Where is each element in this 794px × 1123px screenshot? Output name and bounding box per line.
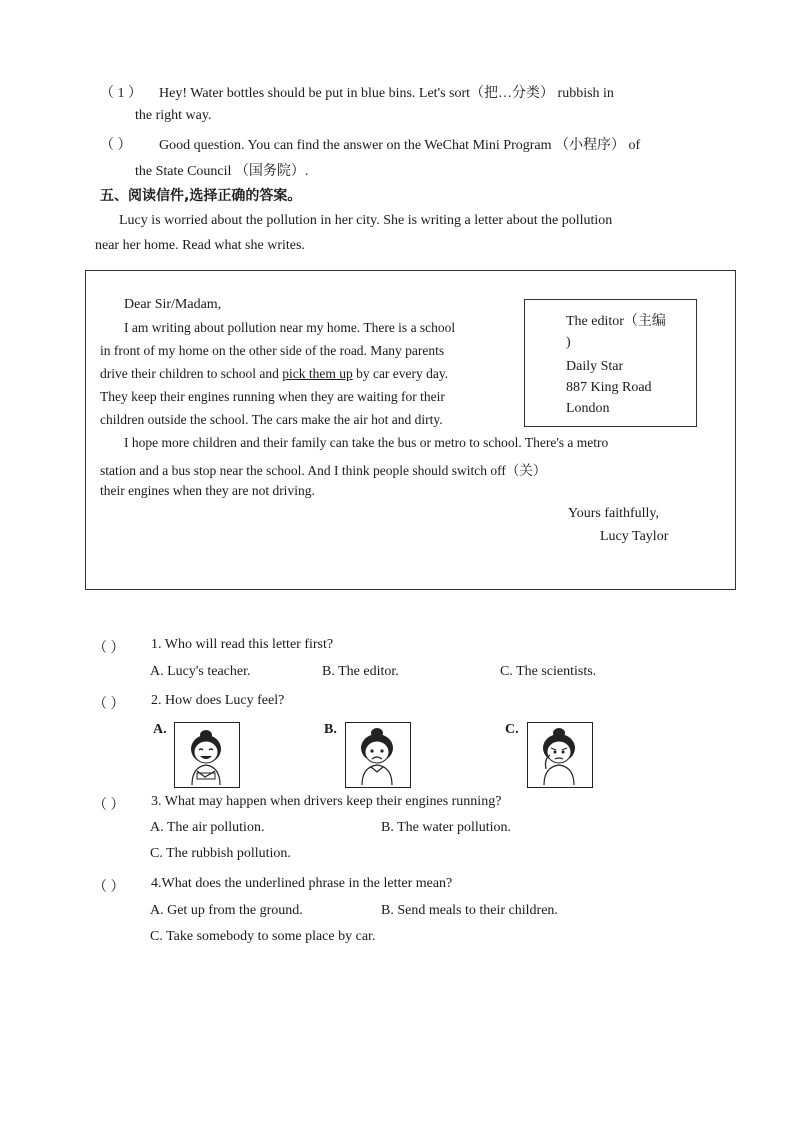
letter-p2-line2: station and a bus stop near the school. And I think people should switch off（关） [100, 463, 547, 478]
letter-p1-line2: in front of my home on the other side of the road. Many parents [100, 343, 445, 358]
q4-option-c[interactable]: C. Take somebody to some place by car. [150, 929, 376, 944]
dialogue-2-line2: the State Council （国务院）. [135, 164, 309, 179]
q3-option-a[interactable]: A. The air pollution. [150, 820, 265, 835]
q3-option-c[interactable]: C. The rubbish pollution. [150, 846, 291, 861]
q2-text: 2. How does Lucy feel? [151, 693, 285, 708]
letter-p1-line4: They keep their engines running when they are waiting for their [100, 389, 445, 404]
section-five-intro-line2: near her home. Read what she writes. [95, 238, 305, 253]
letter-p2-line1: I hope more children and their family can take the bus or metro to school. There's a metro [124, 435, 609, 450]
address-line2: ) [566, 335, 571, 350]
address-line5: London [566, 401, 610, 416]
happy-girl-icon [175, 723, 238, 786]
sad-girl-icon [346, 723, 409, 786]
letter-p1-line3 [100, 366, 448, 382]
sad-girl-picture[interactable] [345, 722, 411, 788]
q2-answer-paren[interactable]: （ ） [93, 697, 125, 712]
worried-girl-picture[interactable] [527, 722, 593, 788]
q1-text: 1. Who will read this letter first? [151, 637, 334, 652]
happy-girl-picture[interactable] [174, 722, 240, 788]
letter-p1-line3-end: by car every day. [352, 366, 449, 381]
address-line4: 887 King Road [566, 380, 652, 395]
q1-option-c[interactable]: C. The scientists. [500, 664, 597, 679]
section-five-intro-line1: Lucy is worried about the pollution in her city. She is writing a letter about the pollution [119, 213, 613, 228]
q3-answer-paren[interactable]: （ ） [93, 798, 125, 813]
q2-option-a-label[interactable]: A. [153, 722, 167, 737]
letter-p1-line1: I am writing about pollution near my home. There is a school [124, 320, 456, 335]
q3-option-b[interactable]: B. The water pollution. [381, 820, 511, 835]
letter-greeting: Dear Sir/Madam, [124, 297, 222, 312]
dialogue-2-line1: Good question. You can find the answer on the WeChat Mini Program （小程序） of [159, 138, 641, 153]
dialogue-2-number: （ ） [100, 138, 132, 153]
section-five-title: 五、阅读信件,选择正确的答案。 [100, 188, 302, 204]
q4-answer-paren[interactable]: （ ） [93, 880, 125, 895]
address-line1: The editor（主编 [566, 314, 666, 329]
q2-option-b-label[interactable]: B. [324, 722, 337, 737]
letter-p1-line3-start: drive their children to school and [100, 366, 279, 381]
q4-option-b[interactable]: B. Send meals to their children. [381, 903, 558, 918]
q1-answer-paren[interactable]: （ ） [93, 641, 125, 656]
worried-girl-icon [528, 723, 591, 786]
dialogue-1-line1: Hey! Water bottles should be put in blue bins. Let's sort（把…分类） rubbish in [159, 86, 614, 101]
letter-closing: Yours faithfully, [568, 506, 660, 521]
q3-text: 3. What may happen when drivers keep their engines running? [151, 794, 502, 809]
letter-p2-line3: their engines when they are not driving. [100, 483, 315, 498]
address-line3: Daily Star [566, 359, 624, 374]
letter-p1-line5: children outside the school. The cars make the air hot and dirty. [100, 412, 443, 427]
q4-option-a[interactable]: A. Get up from the ground. [150, 903, 303, 918]
letter-signature: Lucy Taylor [600, 529, 669, 544]
q4-text: 4.What does the underlined phrase in the letter mean? [151, 876, 453, 891]
q2-option-c-label[interactable]: C. [505, 722, 519, 737]
dialogue-1-line2: the right way. [135, 108, 212, 123]
q1-option-b[interactable]: B. The editor. [322, 664, 399, 679]
dialogue-1-number: （ 1 ） [100, 86, 142, 101]
underlined-phrase: pick them up [282, 366, 353, 381]
q1-option-a[interactable]: A. Lucy's teacher. [150, 664, 251, 679]
